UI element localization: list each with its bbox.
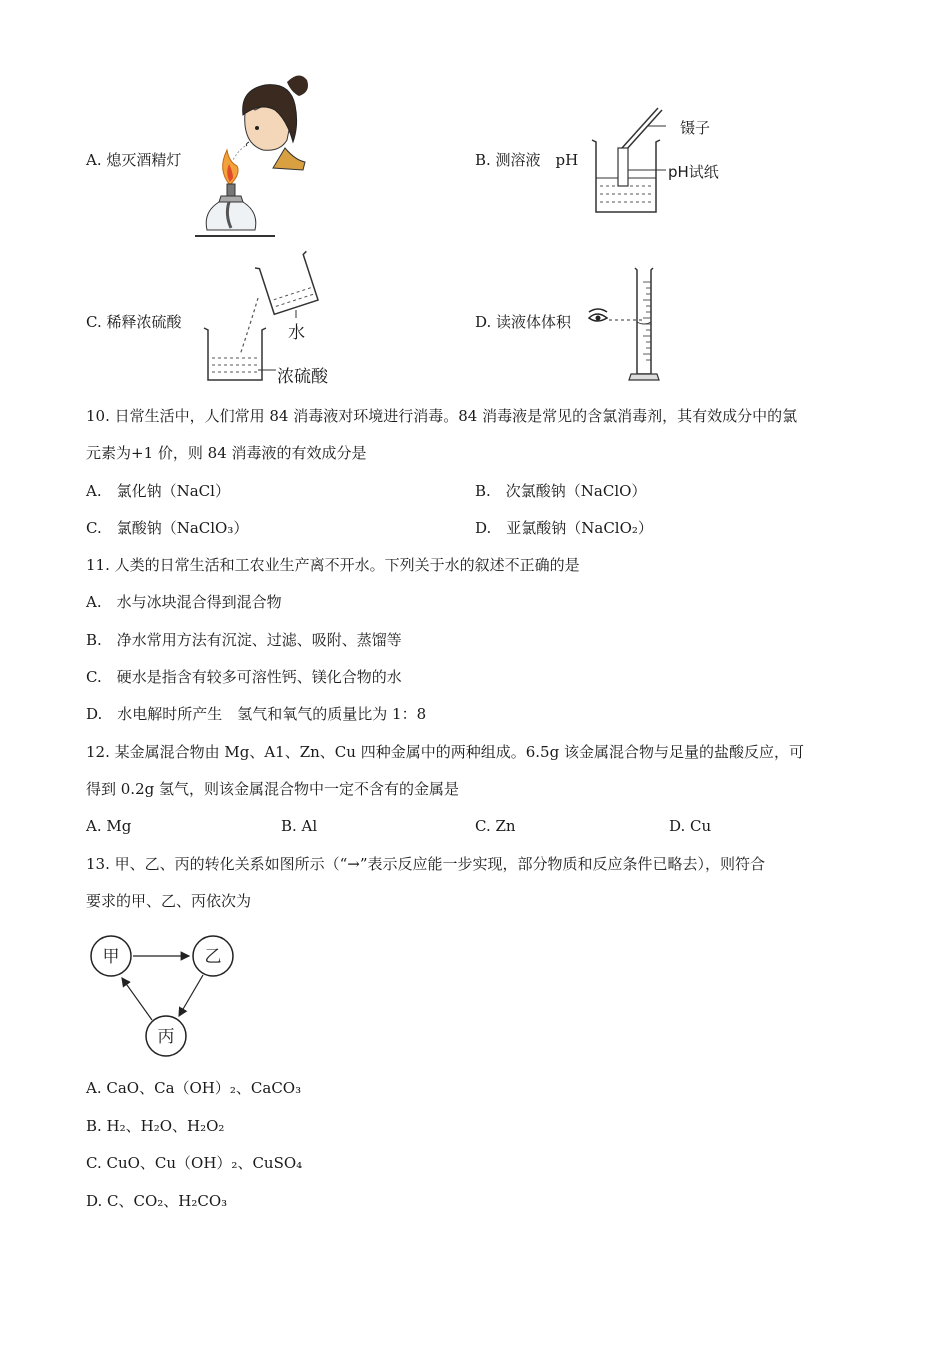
graduated-cylinder-illustration bbox=[585, 262, 675, 386]
q10-option-b: B. 次氯酸钠（NaClO） bbox=[475, 482, 647, 500]
q13-stem-line2: 要求的甲、乙、丙依次为 bbox=[86, 892, 252, 910]
q11-option-d: D. 水电解时所产生 氢气和氧气的质量比为 1：8 bbox=[86, 705, 427, 723]
node-bing-label: 丙 bbox=[157, 1027, 175, 1047]
q9-option-b-label: B. 测溶液 pH bbox=[475, 151, 579, 169]
q11-option-a: A. 水与冰块混合得到混合物 bbox=[86, 593, 282, 611]
extinguish-lamp-illustration bbox=[195, 70, 315, 245]
q12-option-c: C. Zn bbox=[475, 817, 516, 835]
q10-stem-line2: 元素为+1 价，则 84 消毒液的有效成分是 bbox=[86, 444, 367, 462]
transformation-diagram bbox=[86, 928, 246, 1060]
ph-paper-label: pH试纸 bbox=[668, 163, 719, 181]
q10-option-a: A. 氯化钠（NaCl） bbox=[86, 482, 230, 500]
node-jia-label: 甲 bbox=[102, 947, 120, 967]
q12-option-d: D. Cu bbox=[669, 817, 712, 835]
q10-stem-line1: 10. 日常生活中，人们常用 84 消毒液对环境进行消毒。84 消毒液是常见的含氯消毒剂，其有效成分中的氯 bbox=[86, 407, 798, 425]
q9-option-a-label: A. 熄灭酒精灯 bbox=[86, 151, 182, 169]
node-yi-label: 乙 bbox=[204, 947, 222, 967]
q12-stem-line2: 得到 0.2g 氢气，则该金属混合物中一定不含有的金属是 bbox=[86, 780, 459, 798]
water-label: 水 bbox=[288, 323, 305, 343]
q12-option-a: A. Mg bbox=[86, 817, 132, 835]
q10-option-c: C. 氯酸钠（NaClO₃） bbox=[86, 519, 249, 537]
arrow-bing-to-jia bbox=[122, 978, 152, 1020]
q9-option-c-label: C. 稀释浓硫酸 bbox=[86, 313, 182, 331]
q13-option-d: D. C、CO₂、H₂CO₃ bbox=[86, 1192, 228, 1210]
q12-stem-line1: 12. 某金属混合物由 Mg、A1、Zn、Cu 四种金属中的两种组成。6.5g 该金属混合物与足量的盐酸反应，可 bbox=[86, 743, 804, 761]
q10-option-d: D. 亚氯酸钠（NaClO₂） bbox=[475, 519, 653, 537]
conc-acid-label: 浓硫酸 bbox=[277, 367, 328, 387]
q11-option-c: C. 硬水是指含有较多可溶性钙、镁化合物的水 bbox=[86, 668, 402, 686]
arrow-yi-to-bing bbox=[179, 975, 203, 1016]
q13-option-b: B. H₂、H₂O、H₂O₂ bbox=[86, 1117, 225, 1135]
q12-option-b: B. Al bbox=[281, 817, 318, 835]
q9-option-d-label: D. 读液体体积 bbox=[475, 313, 572, 331]
q13-stem-line1: 13. 甲、乙、丙的转化关系如图所示（“→”表示反应能一步实现，部分物质和反应条件已略去），则符合 bbox=[86, 855, 766, 873]
q11-option-b: B. 净水常用方法有沉淀、过滤、吸附、蒸馏等 bbox=[86, 631, 402, 649]
q13-option-a: A. CaO、Ca（OH）₂、CaCO₃ bbox=[86, 1079, 302, 1097]
q13-option-c: C. CuO、Cu（OH）₂、CuSO₄ bbox=[86, 1154, 303, 1172]
q11-stem: 11. 人类的日常生活和工农业生产离不开水。下列关于水的叙述不正确的是 bbox=[86, 556, 580, 574]
tweezers-label: 镊子 bbox=[680, 119, 711, 137]
